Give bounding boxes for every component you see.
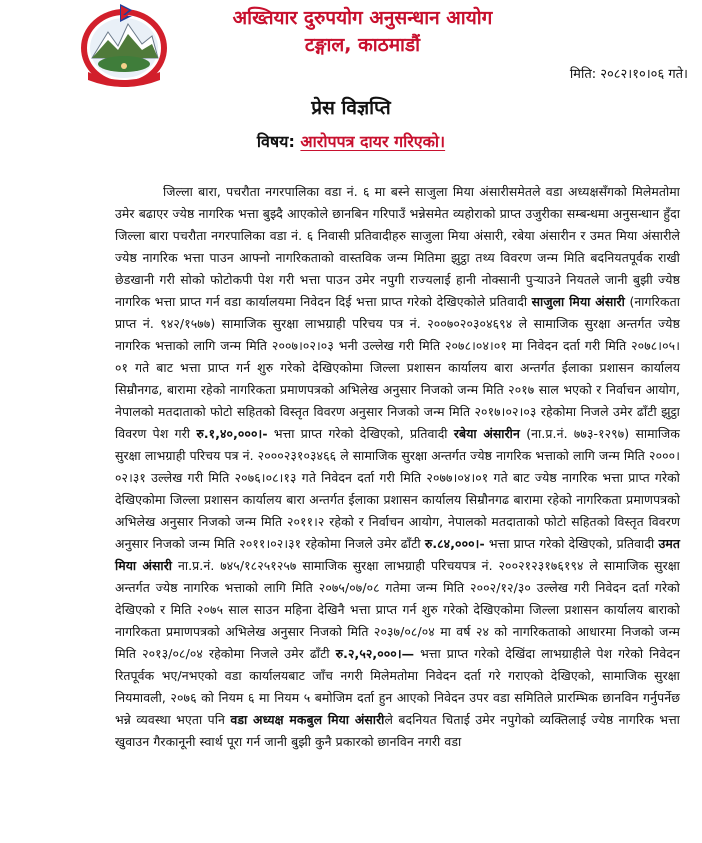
body-text-segment: जिल्ला बारा, पचरौता नगरपालिका वडा नं. ६ मा बस्ने साजुला मिया अंसारीसमेतले वडा अध्यक्षसँगको मिलेमतोमा उमेर बढाएर ज्येष्ठ नागरिक भत्ता बुझ्दै आएकोले छानबिन गरिपाउँ भन्नेसमेत व्यहोराको प्राप्त उजुरीका सम्बन्धमा अनुसन्धान हुँदा जिल्ला बारा पचरौता नगरपालिका वडा नं. ६ निवासी प्रतिवादीहरु साजुला मिया अंसारी, रबेया अंसारीन र उमत मिया अंसारीले ज्येष्ठ नागरिक भत्ता पाउन आफ्नो नागरिकताको वास्तविक जन्म मितिमा झुट्ठा तथ्य विवरण जन्म मिति बदनियतपूर्वक राखी छेडखानी गरी सोको फोटोकपी पेश गरी भत्ता पाउन उमेर नपुगी राज्यलाई हानी नोक्सानी पुऱ्याउने नियतले जानी बुझी ज्येष्ठ नागरिक भत्ता प्राप्त गर्न वडा कार्यालयमा निवेदन दिई भत्ता प्राप्त गरेको देखिएकोले प्रतिवादी — [115, 184, 680, 309]
defendant-name: उमत मिया अंसारी — [115, 536, 680, 573]
subject-title: आरोपपत्र दायर गरिएको। — [300, 132, 446, 151]
body-text-segment: ले बदनियत चिताई उमेर नपुगेको व्यक्तिलाई ज्येष्ठ नागरिक भत्ता खुवाउन गैरकानूनी स्वार्थ पूरा गर्न जानी बुझी कुनै प्रकारको छानविन नगरी वडा — [115, 712, 680, 749]
subject-label: विषय: — [256, 132, 295, 151]
amount: रु.८४,०००।- — [424, 536, 485, 551]
subject-line — [0, 131, 702, 153]
body-text-segment: भत्ता प्राप्त गरेको देखिंदा लाभग्राहीले पेश गरेको निवेदन रितपूर्वक भए/नभएको वडा कार्यालयबाट जाँच नगरी मिलेमतोमा निवेदन दर्ता गरे गराएको देखिएको, सामाजिक सुरक्षा नियमावली, २०७६ को नियम ६ मा नियम ५ बमोजिम दर्ता हुन आएको निवेदन उपर वडा समितिले प्रारम्भिक छानविन गर्नुपर्नेछ भन्ने व्यवस्था भएता पनि — [115, 646, 680, 727]
amount: रु.२,५२,०००।— — [335, 646, 415, 661]
body-text-segment: (ना.प्र.नं. ७७३-१२९७) सामाजिक सुरक्षा लाभग्राही परिचय पत्र नं. २०००२३१०३४६६ ले सामाजिक सुरक्षा अन्तर्गत ज्येष्ठ नागरिक भत्ताको लागि जन्म मिति २०००।०२।३१ उल्लेख गरी मिति २०७६।०८।१३ गते निवेदन दर्ता गरी मिति २०७७।०४।०१ गते बाट ज्येष्ठ नागरिक भत्ता प्राप्त गरेको देखिएकोमा जिल्ला प्रशासन कार्यालय बारा अन्तर्गत ईलाका प्रशासन कार्यालय सिम्रौनगढ बारामा रहेको नागरिकता प्रमाणपत्रको अभिलेख अनुसार निजको जन्म मिति २०११।२ रहेको र निर्वाचन आयोग, नेपालको मतदाताको फोटो सहितको विस्तृत विवरण अनुसार निजको जन्म मिति २०११।०२।३१ रहेकोमा निजले उमेर ढाँटी — [115, 426, 680, 551]
body-paragraph — [115, 181, 680, 753]
press-release-heading: प्रेस विज्ञप्ति — [311, 97, 391, 119]
organization-name: अख्तियार दुरुपयोग अनुसन्धान आयोग — [232, 7, 493, 29]
body-text-segment: भत्ता प्राप्त गरेको देखिएको, प्रतिवादी — [273, 426, 448, 441]
defendant-name: साजुला मिया अंसारी — [531, 294, 625, 309]
body-text-segment: ना.प्र.नं. ७४५/१८२५१२५७ सामाजिक सुरक्षा लाभग्राही परिचयपत्र नं. २००२१२३१७६१९४ ले सामाजिक सुरक्षा अन्तर्गत ज्येष्ठ नागरिक भत्ताको लागि मिति २०७५/०७/०८ गतेमा जन्म मिति २००२/१२/३० उल्लेख गरी निवेदन दर्ता गरेको देखिएको र मिति २०७५ साल साउन महिना देखिनै भत्ता प्राप्त गर्न शुरु गरेको देखिएकोमा जिल्ला प्रशासन कार्यालय बाराको नागरिकता प्रमाणपत्रको अभिलेख अनुसार निजको मिति २०३७/०८/०४ मा वर्ष २४ को नागरिकताको आधारमा निजको जन्म मिति २०१३/०८/०४ रहेकोमा निजले उमेर ढाँटी — [115, 558, 680, 661]
defendant-name: वडा अध्यक्ष मकबुल मिया अंसारी — [230, 712, 385, 727]
date-line — [570, 66, 688, 84]
organization-address: टङ्गाल, काठमाडौं — [304, 34, 421, 56]
body-text-segment: भत्ता प्राप्त गरेको देखिएको, प्रतिवादी — [488, 536, 655, 551]
coat-of-arms-emblem — [80, 2, 168, 88]
date-label: मिति: — [569, 67, 597, 82]
body-text-segment: (नागरिकता प्राप्त नं. ९४२/१५७७) सामाजिक सुरक्षा लाभग्राही परिचय पत्र नं. २००७०२०३०४६९४ ले सामाजिक सुरक्षा अन्तर्गत ज्येष्ठ नागरिक भत्ताको लागि जन्म मिति २००७।०२।०३ भनी उल्लेख गरी मिति २०७८।०४।०१ मा निवेदन दर्ता गरी मिति २०७८।०५।०१ गते बाट भत्ता प्राप्त गर्न शुरु गरेको देखिएकोमा जिल्ला प्रशासन कार्यालय बारा अन्तर्गत ईलाका प्रशासन कार्यालय सिम्रौनगढ, बारामा रहेको नागरिकता प्रमाणपत्रको अभिलेख अनुसार निजको जन्म मिति २०१७ साल भएको र निर्वाचन आयोग, नेपालको मतदाताको फोटो सहितको विस्तृत विवरण अनुसार निजको जन्म मिति २०१७।०२।०३ रहेकोमा निजले उमेर ढाँटी झुट्ठा विवरण पेश गरी — [115, 294, 680, 441]
defendant-name: रबेया अंसारीन — [453, 426, 520, 441]
amount: रु.१,४०,०००।- — [196, 426, 268, 441]
date-value: २०८२।१०।०६ गते। — [600, 67, 688, 82]
